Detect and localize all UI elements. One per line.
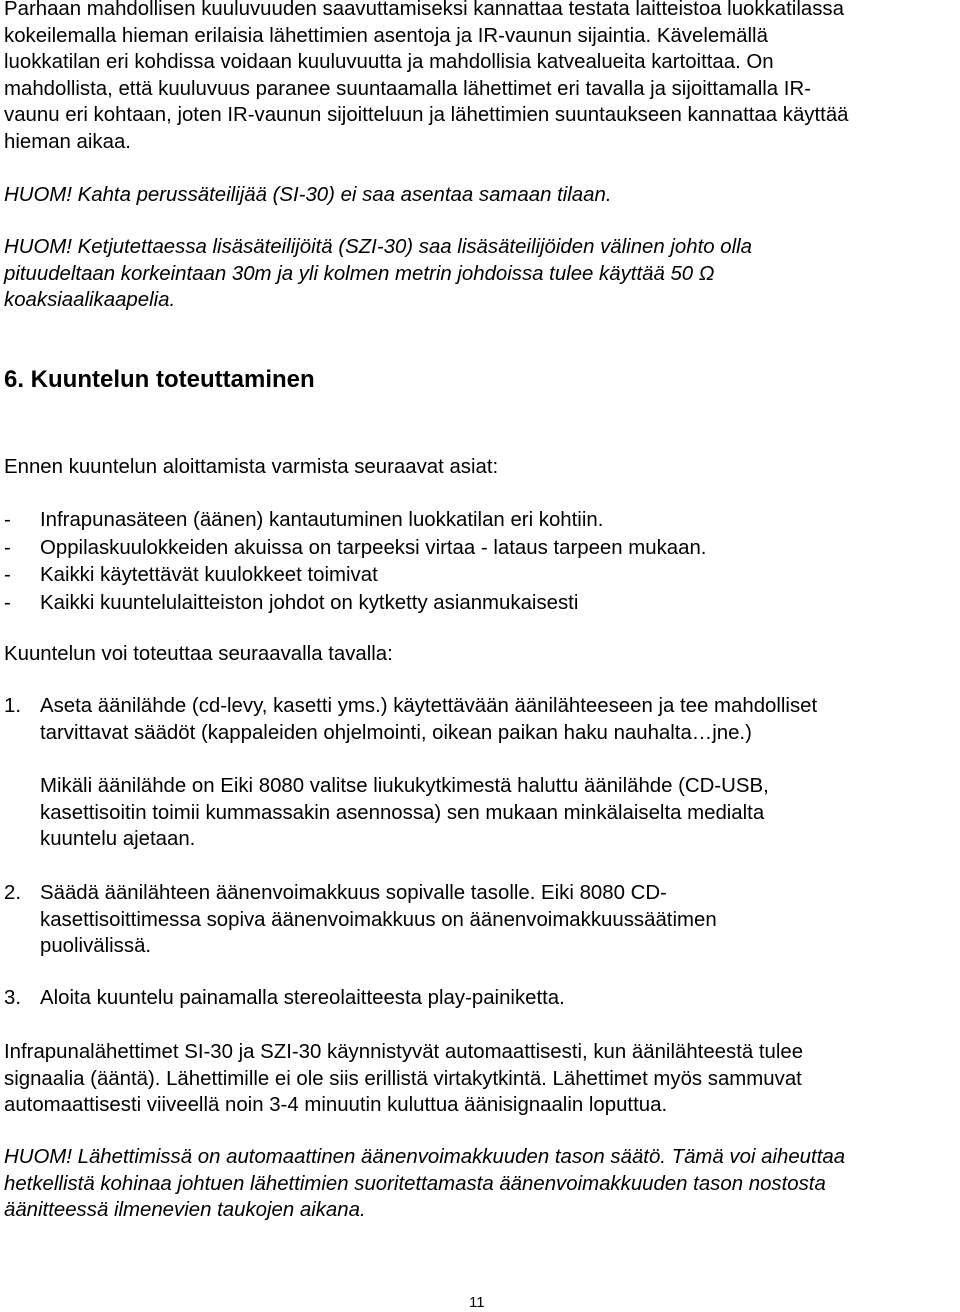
note-line: HUOM! Ketjutettaessa lisäsäteilijöitä (SZI-30) saa lisäsäteilijöiden välinen johto olla — [4, 236, 753, 258]
step-line: puolivälissä. — [40, 935, 152, 957]
note-line: koaksiaalikaapelia. — [4, 289, 176, 311]
step-line: Mikäli äänilähde on Eiki 8080 valitse liukukytkimestä haluttu äänilähde (CD-USB, — [40, 775, 769, 797]
checklist-item-text: Kaikki käytettävät kuulokkeet toimivat — [40, 564, 378, 586]
step-line: tarvittavat säädöt (kappaleiden ohjelmointi, oikean paikan haku nauhalta…jne.) — [40, 721, 752, 744]
section-heading: 6. Kuuntelun toteuttaminen — [4, 366, 315, 393]
note-single-transmitter — [4, 182, 612, 209]
checklist-item-text: Kaikki kuuntelulaitteiston johdot on kytketty asianmukaisesti — [40, 591, 579, 614]
step-line: kuuntelu ajetaan. — [40, 828, 196, 850]
steps-intro: Kuuntelun voi toteuttaa seuraavalla tavalla: — [4, 643, 393, 665]
dash-marker: - — [4, 591, 11, 614]
intro-line: hieman aikaa. — [4, 130, 131, 153]
step-line: Säädä äänilähteen äänenvoimakkuus sopivalle tasolle. Eiki 8080 CD- — [40, 882, 667, 904]
step-number: 1. — [4, 695, 22, 717]
note-chaining — [4, 234, 752, 314]
dash-marker: - — [4, 564, 11, 586]
checklist — [0, 507, 706, 617]
paragraph-line: signaalia (ääntä). Lähettimille ei ole siis erillistä virtakytkintä. Lähettimet myös sammuvat — [4, 1067, 802, 1090]
dash-marker: - — [4, 536, 11, 559]
step-line: kasettisoittimessa sopiva äänenvoimakkuus on äänenvoimakkuussäätimen — [40, 908, 717, 931]
checklist-item-text: Infrapunasäteen (äänen) kantautuminen luokkatilan eri kohtiin. — [40, 509, 604, 531]
step-item-3 — [0, 985, 565, 1012]
step-item-2 — [0, 880, 717, 960]
paragraph-line: Infrapunalähettimet SI-30 ja SZI-30 käynnistyvät automaattisesti, kun äänilähteestä tulee — [4, 1041, 804, 1063]
note-line: HUOM! Lähettimissä on automaattinen äänenvoimakkuuden tason säätö. Tämä voi aiheuttaa — [4, 1146, 846, 1168]
note-line: pituudeltaan korkeintaan 30m ja yli kolmen metrin johdoissa tulee käyttää 50 Ω — [4, 262, 715, 285]
paragraph-line: automaattisesti viiveellä noin 3-4 minuutin kuluttua äänisignaalin loputtua. — [4, 1094, 668, 1116]
precheck-intro: Ennen kuuntelun aloittamista varmista seuraavat asiat: — [4, 456, 499, 478]
checklist-item — [0, 562, 706, 590]
intro-line: vaunu eri kohtaan, joten IR-vaunun sijoitteluun ja lähettimien suuntaukseen kannattaa käyttää — [4, 104, 849, 126]
checklist-item-text: Oppilaskuulokkeiden akuissa on tarpeeksi virtaa - lataus tarpeen mukaan. — [40, 536, 707, 559]
checklist-item — [0, 535, 706, 563]
intro-paragraph — [4, 0, 849, 155]
note-line: äänitteessä ilmenevien taukojen aikana. — [4, 1199, 366, 1221]
note-line: HUOM! Kahta perussäteilijää (SI-30) ei saa asentaa samaan tilaan. — [4, 184, 612, 206]
checklist-item — [0, 590, 706, 618]
document-page — [4, 0, 954, 1311]
intro-line: mahdollista, että kuuluvuus paranee suuntaamalla lähettimet eri tavalla ja sijoittamalla IR- — [4, 77, 811, 100]
page-number: 11 — [469, 1294, 485, 1311]
step-item-1 — [0, 693, 817, 746]
step-number: 3. — [4, 987, 22, 1009]
step-line: kasettisoitin toimii kummassakin asennossa) sen mukaan minkälaiselta medialta — [40, 801, 765, 824]
step-line: Aseta äänilähde (cd-levy, kasetti yms.) käytettävään äänilähteeseen ja tee mahdolliset — [40, 695, 818, 717]
note-line: hetkellistä kohinaa johtuen lähettimien suoritettamasta äänenvoimakkuuden tason nostosta — [4, 1172, 826, 1195]
auto-start-paragraph — [4, 1039, 803, 1119]
step-line: Aloita kuuntelu painamalla stereolaitteesta play-painiketta. — [40, 987, 565, 1009]
step-1-eiki-note — [0, 773, 769, 853]
step-number: 2. — [4, 882, 22, 904]
intro-line: kokeilemalla hieman erilaisia lähettimien asentoja ja IR-vaunun sijaintia. Kävelemällä — [4, 24, 768, 47]
checklist-item — [0, 507, 706, 535]
intro-line: Parhaan mahdollisen kuuluvuuden saavuttamiseksi kannattaa testata laitteistoa luokkatilassa — [4, 0, 844, 20]
intro-line: luokkatilan eri kohdissa voidaan kuuluvuutta ja mahdollisia katvealueita kartoittaa. On — [4, 51, 774, 73]
note-auto-volume — [4, 1144, 845, 1224]
dash-marker: - — [4, 509, 11, 531]
